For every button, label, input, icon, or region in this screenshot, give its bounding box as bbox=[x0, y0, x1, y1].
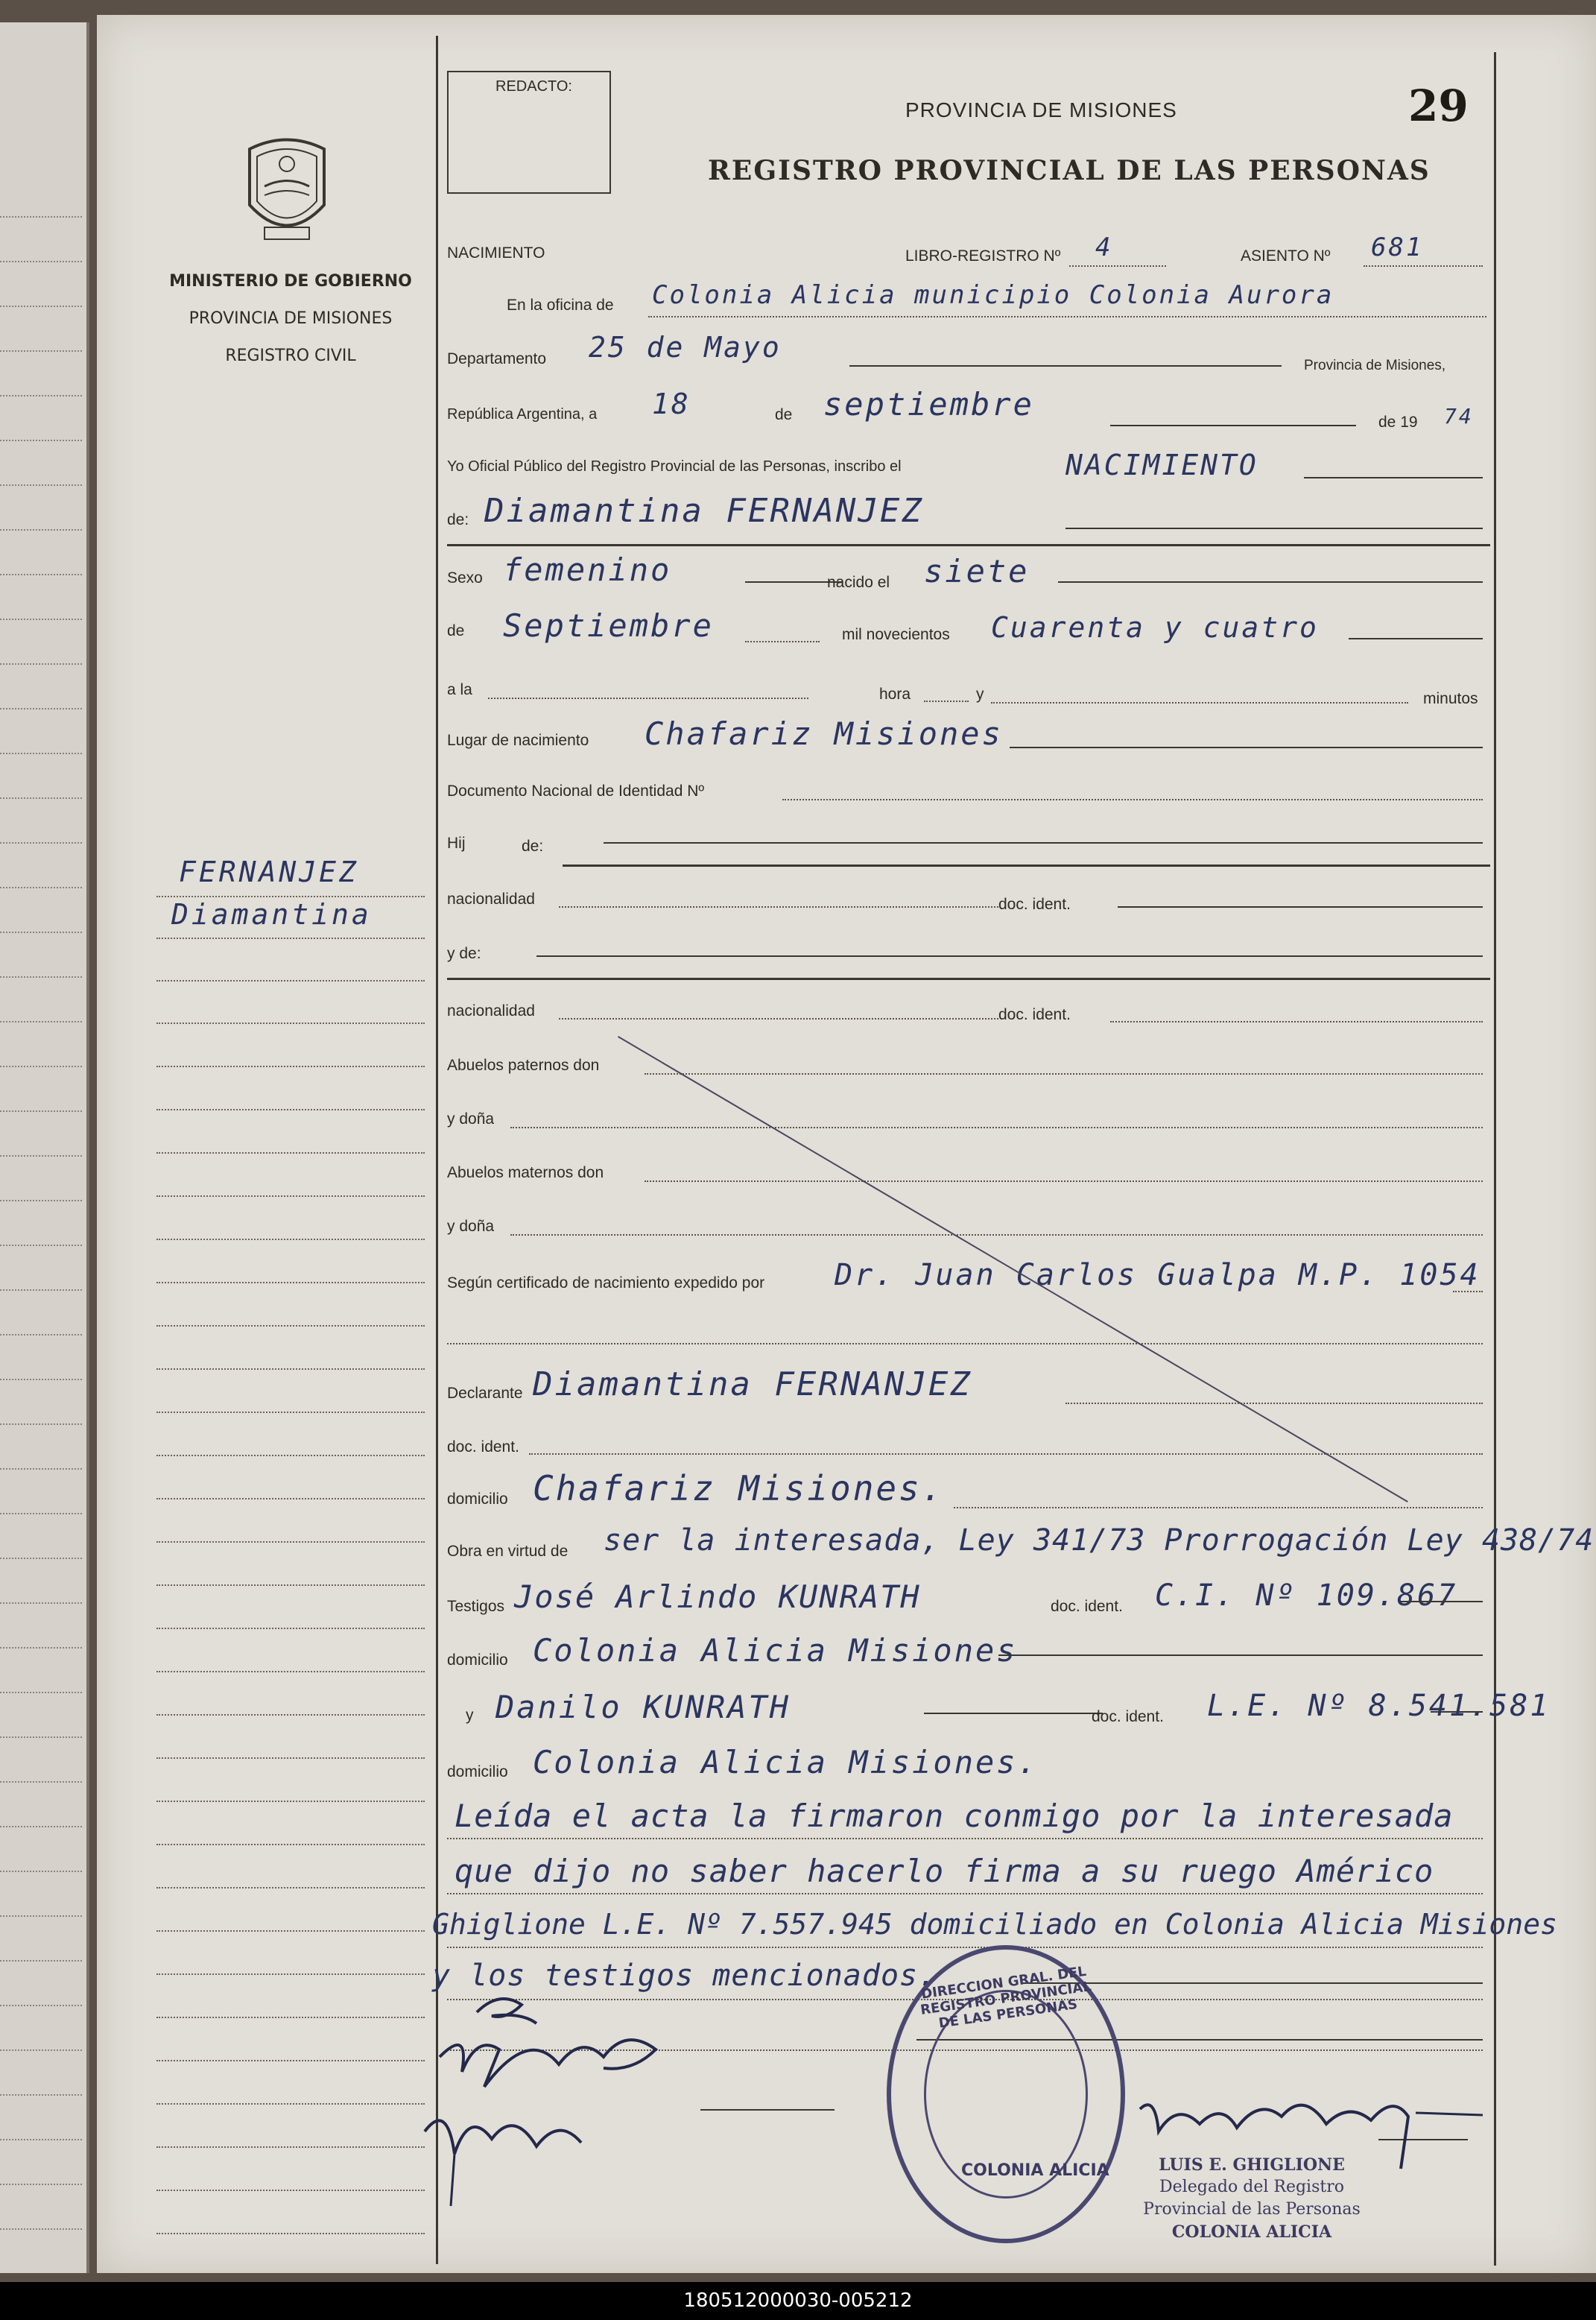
dia-value: 18 bbox=[652, 388, 691, 420]
y-label: y bbox=[976, 686, 984, 703]
hij-label: Hij bbox=[447, 835, 466, 852]
y2-label: y bbox=[466, 1707, 474, 1724]
domicilio2-label: domicilio bbox=[447, 1652, 508, 1669]
hij-de-label: de: bbox=[522, 838, 544, 855]
lugar-label: Lugar de nacimiento bbox=[447, 732, 589, 749]
margin-given-name: Diamantina bbox=[171, 898, 372, 931]
registry-page bbox=[97, 15, 1596, 2273]
nombre-value: Diamantina FERNANJEZ bbox=[484, 492, 924, 530]
province-title: PROVINCIA DE MISIONES bbox=[905, 98, 1177, 121]
libro-value: 4 bbox=[1095, 233, 1113, 262]
witness-signatures bbox=[410, 1982, 723, 2213]
mes2-value: Septiembre bbox=[503, 607, 714, 644]
republica-label: República Argentina, a bbox=[447, 406, 598, 423]
inscribo-value: NACIMIENTO bbox=[1065, 449, 1258, 481]
testigos-label: Testigos bbox=[447, 1598, 505, 1615]
testigo1-value: José Arlindo KUNRATH bbox=[514, 1578, 921, 1615]
dni-label: Documento Nacional de Identidad Nº bbox=[447, 783, 705, 800]
oficina-label: En la oficina de bbox=[507, 297, 614, 314]
asiento-label: ASIENTO Nº bbox=[1241, 247, 1331, 265]
seal-ring-text: DIRECCION GRAL. DEL REGISTRO PROVINCIAL DE LAS PERSONAS bbox=[919, 1963, 1092, 2032]
nacido-value: siete bbox=[924, 553, 1030, 590]
ministry-registry: REGISTRO CIVIL bbox=[225, 347, 356, 365]
lugar-value: Chafariz Misiones bbox=[645, 715, 1003, 752]
docident2-label: doc. ident. bbox=[998, 1006, 1071, 1023]
domicilio3-label: domicilio bbox=[447, 1763, 508, 1780]
observation-line-1: Leída el acta la firmaron conmigo por la interesada bbox=[455, 1798, 1454, 1834]
sexo-label: Sexo bbox=[447, 569, 483, 587]
libro-label: LIBRO-REGISTRO Nº bbox=[905, 247, 1061, 265]
certificado-label: Según certificado de nacimiento expedido por bbox=[447, 1274, 765, 1292]
hora-label: hora bbox=[879, 686, 911, 703]
asiento-value: 681 bbox=[1371, 233, 1424, 262]
de2-label: de: bbox=[447, 511, 469, 528]
seal-center-text: COLONIA ALICIA bbox=[961, 2161, 1109, 2180]
testigo2-doc: L.E. Nº 8.541.581 bbox=[1207, 1689, 1551, 1723]
ministry-province: PROVINCIA DE MISIONES bbox=[189, 309, 393, 328]
domicilio2-value: Colonia Alicia Misiones bbox=[533, 1632, 1018, 1669]
provincia-label: Provincia de Misiones, bbox=[1304, 358, 1446, 373]
anio-value: 74 bbox=[1444, 404, 1474, 429]
obra-value: ser la interesada, Ley 341/73 Prorrogación Ley 438/74 bbox=[604, 1523, 1595, 1558]
de3-label: de bbox=[447, 622, 465, 639]
declarante-value: Diamantina FERNANJEZ bbox=[533, 1365, 972, 1403]
nacido-label: nacido el bbox=[827, 574, 890, 591]
minutos-label: minutos bbox=[1423, 690, 1478, 707]
de-label: de bbox=[775, 406, 793, 423]
ala-label: a la bbox=[447, 681, 472, 698]
observation-line-2: que dijo no saber hacerlo firma a su ruego Américo bbox=[455, 1853, 1434, 1889]
docident4-label: doc. ident. bbox=[1051, 1598, 1123, 1615]
oficial-label: Yo Oficial Público del Registro Provincial de las Personas, inscribo el bbox=[447, 458, 902, 475]
testigo2-value: Danilo KUNRATH bbox=[495, 1689, 791, 1725]
observation-line-4: y los testigos mencionados. bbox=[432, 1959, 937, 1993]
margin-surname: FERNANJEZ bbox=[179, 856, 359, 888]
sexo-value: femenino bbox=[503, 551, 672, 588]
docident-label: doc. ident. bbox=[998, 896, 1071, 913]
officer-title-2: Provincial de las Personas bbox=[1143, 2200, 1361, 2219]
left-page-edge bbox=[0, 22, 89, 2273]
abuelos-pat-label: Abuelos paternos don bbox=[447, 1057, 600, 1074]
testigo1-doc: C.I. Nº 109.867 bbox=[1155, 1578, 1458, 1613]
nacionalidad-label: nacionalidad bbox=[447, 891, 535, 908]
yde-label: y de: bbox=[447, 945, 481, 962]
officer-place: COLONIA ALICIA bbox=[1171, 2222, 1332, 2242]
registry-title: REGISTRO PROVINCIAL DE LAS PERSONAS bbox=[708, 155, 1431, 186]
nacimiento-label: NACIMIENTO bbox=[447, 244, 545, 262]
certificado-value: Dr. Juan Carlos Gualpa M.P. 1054 bbox=[835, 1258, 1481, 1292]
docident5-label: doc. ident. bbox=[1092, 1708, 1164, 1725]
domicilio3-value: Colonia Alicia Misiones. bbox=[533, 1744, 1039, 1780]
ministry-name: MINISTERIO DE GOBIERNO bbox=[169, 272, 412, 291]
mes-value: septiembre bbox=[823, 386, 1034, 423]
domicilio-label: domicilio bbox=[447, 1491, 508, 1508]
provincial-crest-icon bbox=[238, 134, 335, 246]
mil-label: mil novecientos bbox=[842, 626, 950, 643]
oficina-value: Colonia Alicia municipio Colonia Aurora bbox=[652, 280, 1334, 310]
anio2-value: Cuarenta y cuatro bbox=[991, 611, 1319, 644]
document-id-footer: 180512000030-005212 bbox=[0, 2282, 1596, 2320]
officer-name: LUIS E. GHIGLIONE bbox=[1159, 2155, 1345, 2175]
redacto-label: REDACTO: bbox=[495, 78, 572, 95]
page-number: 29 bbox=[1408, 80, 1469, 131]
observation-line-3: Ghiglione L.E. Nº 7.557.945 domiciliado en Colonia Alicia Misiones bbox=[432, 1908, 1557, 1941]
domicilio-value: Chafariz Misiones. bbox=[533, 1468, 945, 1508]
declarante-label: Declarante bbox=[447, 1385, 523, 1402]
departamento-label: Departamento bbox=[447, 350, 547, 367]
obra-label: Obra en virtud de bbox=[447, 1543, 569, 1560]
ydona2-label: y doña bbox=[447, 1218, 495, 1235]
margin-column bbox=[97, 15, 436, 2273]
nacionalidad2-label: nacionalidad bbox=[447, 1002, 535, 1020]
departamento-value: 25 de Mayo bbox=[589, 331, 782, 364]
officer-title-1: Delegado del Registro bbox=[1159, 2178, 1344, 2196]
anio-label: de 19 bbox=[1378, 414, 1418, 431]
docident3-label: doc. ident. bbox=[447, 1438, 519, 1455]
abuelos-mat-label: Abuelos maternos don bbox=[447, 1164, 604, 1181]
ydona-label: y doña bbox=[447, 1110, 495, 1128]
